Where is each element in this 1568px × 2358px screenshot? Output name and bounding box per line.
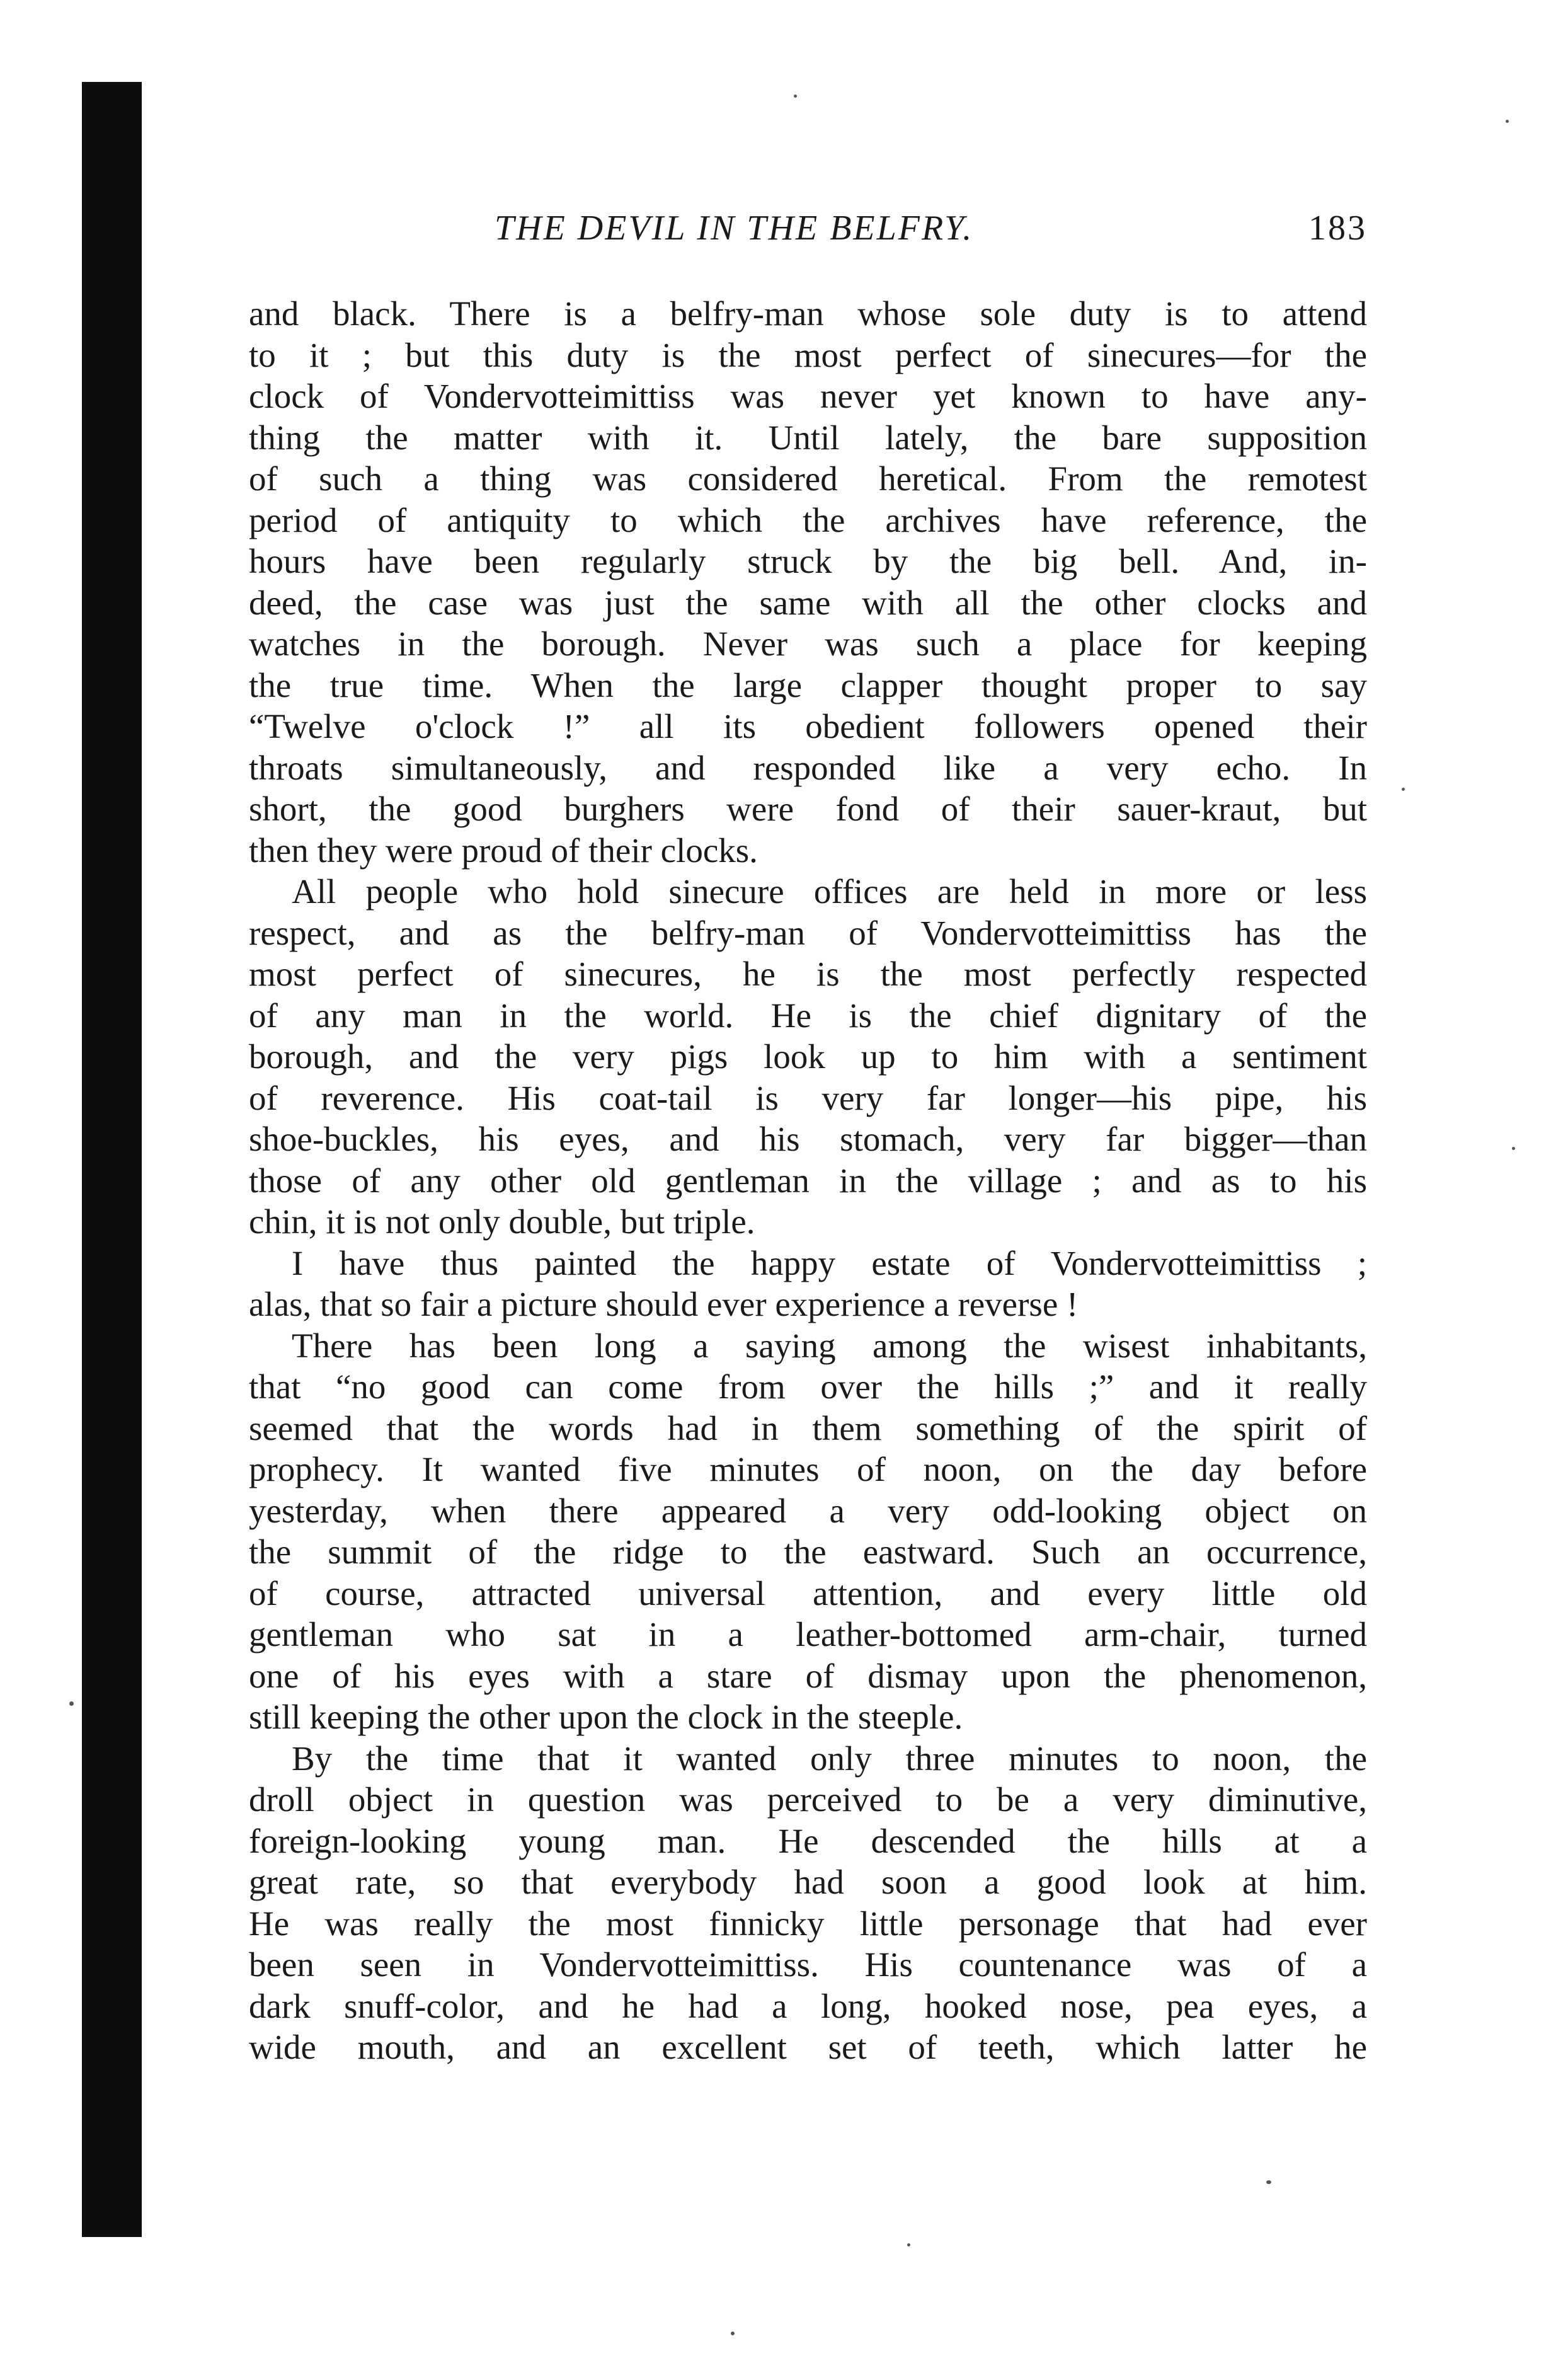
text-line: He was really the most finnicky little personage that had ever	[249, 1904, 1367, 1943]
running-head	[249, 208, 1367, 265]
text-line: the summit of the ridge to the eastward. Such an occurrence,	[249, 1533, 1367, 1571]
text-line: throats simultaneously, and responded like a very echo. In	[249, 748, 1367, 787]
text-line: those of any other old gentleman in the village ; and as to his	[249, 1161, 1367, 1200]
text-line: wide mouth, and an excellent set of teeth, which latter he	[249, 2028, 1367, 2066]
text-line: of any man in the world. He is the chief dignitary of the	[249, 996, 1367, 1035]
text-line: then they were proud of their clocks.	[249, 831, 758, 870]
text-line: deed, the case was just the same with all the other clocks and	[249, 583, 1367, 622]
text-line: gentleman who sat in a leather-bottomed arm-chair, turned	[249, 1615, 1367, 1653]
text-line: great rate, so that everybody had soon a good look at him.	[249, 1863, 1367, 1901]
text-line: clock of Vondervotteimittiss was never yet known to have any-	[249, 377, 1367, 415]
page-number: 183	[1308, 209, 1367, 248]
text-line: the true time. When the large clapper thought proper to say	[249, 665, 1367, 705]
print-speck	[794, 95, 797, 98]
text-line: I have thus painted the happy estate of Vondervotteimittiss ;	[292, 1243, 1367, 1282]
text-line: period of antiquity to which the archives have reference, the	[249, 500, 1367, 539]
print-speck	[1506, 120, 1509, 123]
text-line: seemed that the words had in them something of the spirit of	[249, 1408, 1367, 1447]
print-speck	[1266, 2180, 1271, 2184]
text-line: to it ; but this duty is the most perfect of sinecures—for the	[249, 335, 1367, 374]
text-line: still keeping the other upon the clock in the steeple.	[249, 1698, 963, 1736]
text-line: been seen in Vondervotteimittiss. His countenance was of a	[249, 1945, 1367, 1984]
print-speck	[731, 2332, 735, 2335]
text-line: chin, it is not only double, but triple.	[249, 1202, 755, 1241]
book-page	[249, 208, 1367, 2068]
body-text	[249, 293, 1367, 2068]
text-line: that “no good can come from over the hills ;” and it really	[249, 1367, 1367, 1406]
text-line: watches in the borough. Never was such a place for keeping	[249, 624, 1367, 663]
text-line: of course, attracted universal attention, and every little old	[249, 1573, 1367, 1613]
text-line: By the time that it wanted only three minutes to noon, the	[292, 1739, 1367, 1778]
text-line: of such a thing was considered heretical. From the remotest	[249, 459, 1367, 498]
print-speck	[69, 1701, 74, 1706]
print-speck	[907, 2243, 910, 2246]
print-speck	[1402, 788, 1405, 791]
text-line: most perfect of sinecures, he is the most perfectly respected	[249, 955, 1367, 993]
text-line: All people who hold sinecure offices are held in more or less	[292, 872, 1367, 911]
text-line: foreign-looking young man. He descended the hills at a	[249, 1821, 1367, 1860]
text-line: shoe-buckles, his eyes, and his stomach, very far bigger—than	[249, 1120, 1367, 1158]
print-speck	[1512, 1147, 1515, 1150]
text-line: one of his eyes with a stare of dismay upon the phenomenon,	[249, 1656, 1367, 1695]
running-title: THE DEVIL IN THE BELFRY.	[495, 209, 974, 248]
text-line: droll object in question was perceived to be a very diminutive,	[249, 1780, 1367, 1819]
text-line: borough, and the very pigs look up to him with a sentiment	[249, 1037, 1367, 1076]
text-line: alas, that so fair a picture should ever experience a reverse !	[249, 1285, 1079, 1323]
text-line: dark snuff-color, and he had a long, hooked nose, pea eyes, a	[249, 1986, 1367, 2025]
text-line: “Twelve o'clock !” all its obedient followers opened their	[249, 707, 1367, 745]
text-line: respect, and as the belfry-man of Vondervotteimittiss has the	[249, 913, 1367, 952]
text-line: hours have been regularly struck by the big bell. And, in-	[249, 542, 1367, 580]
text-line: prophecy. It wanted five minutes of noon, on the day before	[249, 1450, 1367, 1488]
text-line: thing the matter with it. Until lately, the bare supposition	[249, 418, 1367, 457]
text-line: and black. There is a belfry-man whose sole duty is to attend	[249, 294, 1367, 333]
text-line: There has been long a saying among the wisest inhabitants,	[292, 1326, 1367, 1365]
book-spine-shadow	[82, 82, 142, 2237]
text-line: of reverence. His coat-tail is very far longer—his pipe, his	[249, 1078, 1367, 1117]
text-line: yesterday, when there appeared a very odd-looking object on	[249, 1491, 1367, 1530]
text-line: short, the good burghers were fond of their sauer-kraut, but	[249, 790, 1367, 828]
